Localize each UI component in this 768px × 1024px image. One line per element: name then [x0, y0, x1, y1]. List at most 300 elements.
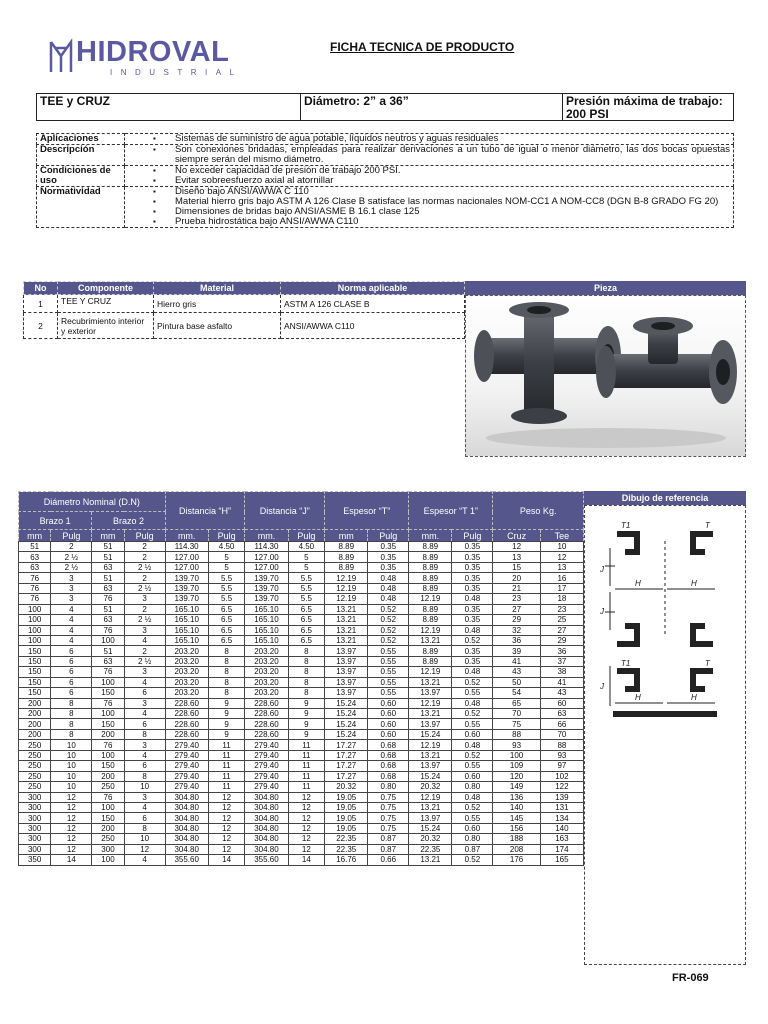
- cell: 2: [124, 646, 165, 656]
- cell: 165.10: [165, 635, 208, 645]
- col-group-peso: Peso Kg.: [493, 492, 584, 530]
- cell: 0.68: [368, 750, 409, 760]
- cell: 114.30: [245, 542, 288, 552]
- cell: 279.40: [165, 740, 208, 750]
- label-t: T: [705, 521, 710, 530]
- cell: 8: [124, 823, 165, 833]
- cell: Pintura base asfalto: [154, 313, 281, 339]
- col-group-dist-h: Distancia “H”: [165, 492, 245, 530]
- product-name: TEE y CRUZ: [37, 94, 301, 120]
- cell: 0.52: [368, 604, 409, 614]
- cell: 279.40: [165, 750, 208, 760]
- cell: 13.21: [325, 625, 368, 635]
- cell: 127.00: [165, 562, 208, 572]
- table-row: [19, 740, 584, 750]
- table-row: [19, 761, 584, 771]
- cell: 0.55: [452, 719, 493, 729]
- cell: 17.27: [325, 740, 368, 750]
- cell: 228.60: [165, 729, 208, 739]
- cell: 250: [19, 761, 51, 771]
- list-item: ▪ Prueba hidrostática bajo ANSI/AWWA C110: [175, 217, 730, 227]
- list-item: ▪ Evitar sobreesfuerzo axial al atornillar: [175, 176, 730, 186]
- cell: 109: [493, 761, 540, 771]
- cell: 0.35: [452, 615, 493, 625]
- cell: 165.10: [245, 615, 288, 625]
- cell: 8.89: [325, 562, 368, 572]
- cell: 228.60: [165, 719, 208, 729]
- cell: 21: [493, 583, 540, 593]
- cell: 0.48: [452, 594, 493, 604]
- cell: 228.60: [245, 698, 288, 708]
- cell: 203.20: [245, 656, 288, 666]
- cell: 13.97: [409, 719, 452, 729]
- cell: 4: [51, 625, 92, 635]
- cell: 15.24: [325, 698, 368, 708]
- sub-header: mm: [325, 530, 368, 542]
- table-row: [19, 813, 584, 823]
- cell: 12.19: [325, 573, 368, 583]
- cell: 36: [493, 635, 540, 645]
- cell: 0.80: [452, 834, 493, 844]
- table-row: [19, 729, 584, 739]
- cell: 4: [124, 635, 165, 645]
- cell: 93: [540, 750, 583, 760]
- cell: 8: [208, 667, 245, 677]
- cell: 12.19: [409, 594, 452, 604]
- cell: 38: [540, 667, 583, 677]
- cell: ANSI/AWWA C110: [281, 313, 465, 339]
- cell: 12.19: [409, 740, 452, 750]
- cell: 8: [288, 667, 325, 677]
- table-row: [19, 656, 584, 666]
- cell: 0.75: [368, 813, 409, 823]
- label-j: J: [600, 682, 604, 691]
- cell: 0.35: [452, 573, 493, 583]
- cell: 2 ½: [51, 552, 92, 562]
- sub-header: mm.: [165, 530, 208, 542]
- cell: 0.35: [452, 646, 493, 656]
- cell: 304.80: [245, 813, 288, 823]
- table-row: [19, 615, 584, 625]
- list-item: ▪ Diseño bajo ANSI/AWWA C 110: [175, 187, 730, 197]
- cell: 304.80: [165, 813, 208, 823]
- cell: 350: [19, 855, 51, 865]
- table-row: [19, 771, 584, 781]
- cell: 150: [19, 688, 51, 698]
- cell: 6: [51, 667, 92, 677]
- cell: 8: [51, 698, 92, 708]
- cell: 4.50: [208, 542, 245, 552]
- cell: 22.35: [409, 844, 452, 854]
- cell: 43: [493, 667, 540, 677]
- cell: 12: [208, 813, 245, 823]
- cell: 0.66: [368, 855, 409, 865]
- cell: 0.68: [368, 771, 409, 781]
- cell: 1: [24, 295, 58, 313]
- product-pressure: Presión máxima de trabajo: 200 PSI: [566, 94, 723, 121]
- cell: 0.35: [452, 656, 493, 666]
- cell: 11: [288, 782, 325, 792]
- cell: 0.80: [368, 782, 409, 792]
- cell: 20.32: [325, 782, 368, 792]
- dimensions-table: [18, 491, 584, 866]
- cell: 100: [19, 615, 51, 625]
- row-key: Normatividad: [37, 187, 125, 228]
- cell: 2: [124, 573, 165, 583]
- table-row: [19, 698, 584, 708]
- cell: 4: [51, 635, 92, 645]
- cell: 11: [208, 761, 245, 771]
- cell: 165.10: [165, 604, 208, 614]
- cell: 139: [540, 792, 583, 802]
- cell: 8.89: [409, 615, 452, 625]
- cell: 13.97: [325, 677, 368, 687]
- cell: 100: [92, 750, 124, 760]
- label-j: J: [600, 607, 604, 616]
- cell: 0.55: [452, 813, 493, 823]
- cell: 9: [208, 729, 245, 739]
- cell: 6.5: [288, 635, 325, 645]
- cell: 15.24: [409, 823, 452, 833]
- cell: 13.21: [325, 635, 368, 645]
- cell: 6.5: [288, 615, 325, 625]
- cell: 32: [493, 625, 540, 635]
- cell: 300: [19, 802, 51, 812]
- cell: 102: [540, 771, 583, 781]
- cell: 0.55: [368, 688, 409, 698]
- label-j: J: [600, 565, 604, 574]
- cell: 12: [208, 802, 245, 812]
- cell: 54: [493, 688, 540, 698]
- cell: 70: [540, 729, 583, 739]
- cell: 13: [493, 552, 540, 562]
- table-row: [19, 552, 584, 562]
- cell: 6: [51, 646, 92, 656]
- cell: 127.00: [245, 562, 288, 572]
- logo-subtitle: INDUSTRIAL: [110, 68, 243, 77]
- cell: 12: [288, 792, 325, 802]
- cell: 12: [493, 542, 540, 552]
- cell: 13: [540, 562, 583, 572]
- cell: 63: [92, 615, 124, 625]
- cell: 100: [92, 802, 124, 812]
- cell: 18: [540, 594, 583, 604]
- sub-header: mm: [19, 530, 51, 542]
- cell: 16.76: [325, 855, 368, 865]
- cell: 10: [51, 750, 92, 760]
- col-group-dist-j: Distancia “J”: [245, 492, 325, 530]
- cell: 250: [19, 750, 51, 760]
- cell: 4: [51, 604, 92, 614]
- cell: 12: [208, 823, 245, 833]
- cell: 114.30: [165, 542, 208, 552]
- cell: 2: [124, 552, 165, 562]
- cell: 203.20: [245, 688, 288, 698]
- cell: 15: [493, 562, 540, 572]
- cell: 100: [19, 635, 51, 645]
- cell: 279.40: [245, 761, 288, 771]
- cell: 2: [124, 542, 165, 552]
- cell: 0.35: [452, 583, 493, 593]
- cell: 0.60: [368, 729, 409, 739]
- cell: 4: [124, 677, 165, 687]
- cell: 304.80: [245, 823, 288, 833]
- cell: 19.05: [325, 802, 368, 812]
- cell: 8.89: [409, 562, 452, 572]
- components-table: [23, 281, 465, 339]
- table-row: [19, 688, 584, 698]
- cell: 228.60: [245, 719, 288, 729]
- cell: 22.35: [325, 844, 368, 854]
- cell: 8: [124, 771, 165, 781]
- table-row: [37, 187, 734, 228]
- cell: 75: [493, 719, 540, 729]
- cell: 12: [288, 834, 325, 844]
- cell: 12: [51, 802, 92, 812]
- cell: 12.19: [409, 667, 452, 677]
- cell: 139.70: [245, 573, 288, 583]
- cell: 2: [24, 313, 58, 339]
- cell: 279.40: [245, 782, 288, 792]
- cell: 13.21: [325, 615, 368, 625]
- cell: 3: [51, 583, 92, 593]
- cell: ASTM A 126 CLASE B: [281, 295, 465, 313]
- cell: 127.00: [165, 552, 208, 562]
- cell: Hierro gris: [154, 295, 281, 313]
- cell: Recubrimiento interior y exterior: [58, 313, 154, 339]
- list-item: ▪ Sistemas de suministro de agua potable, líquidos neutros y aguas residuales: [175, 134, 730, 144]
- cell: 131: [540, 802, 583, 812]
- cell: 0.35: [452, 604, 493, 614]
- cell: 355.60: [245, 855, 288, 865]
- cell: 134: [540, 813, 583, 823]
- cell: 9: [288, 698, 325, 708]
- cell: 12: [51, 823, 92, 833]
- cell: 250: [19, 740, 51, 750]
- cell: 10: [124, 782, 165, 792]
- cell: 203.20: [245, 667, 288, 677]
- cell: 17: [540, 583, 583, 593]
- cell: 8: [288, 688, 325, 698]
- cell: 13.97: [409, 761, 452, 771]
- cell: 0.48: [368, 594, 409, 604]
- cell: 76: [19, 583, 51, 593]
- cell: 13.97: [325, 646, 368, 656]
- cell: 0.60: [368, 719, 409, 729]
- logo-name: HIDROVAL: [76, 36, 230, 68]
- cell: 12: [208, 844, 245, 854]
- cell: 13.21: [409, 802, 452, 812]
- label-t1: T1: [621, 659, 631, 668]
- cell: 13.21: [325, 604, 368, 614]
- cell: 12.19: [325, 594, 368, 604]
- cell: 6: [124, 813, 165, 823]
- cell: 250: [19, 771, 51, 781]
- sub-header: mm: [92, 530, 124, 542]
- cell: 188: [493, 834, 540, 844]
- table-row: [19, 594, 584, 604]
- cell: 0.48: [368, 583, 409, 593]
- cell: 63: [92, 583, 124, 593]
- table-row: [19, 844, 584, 854]
- row-value: [125, 134, 734, 145]
- cell: 163: [540, 834, 583, 844]
- cell: 13.97: [409, 813, 452, 823]
- cell: 0.60: [368, 709, 409, 719]
- cell: 304.80: [165, 834, 208, 844]
- cell: 0.87: [368, 834, 409, 844]
- cell: 6.5: [208, 615, 245, 625]
- cell: 10: [51, 782, 92, 792]
- cell: 0.52: [452, 677, 493, 687]
- cell: 145: [493, 813, 540, 823]
- cell: 8.89: [409, 646, 452, 656]
- cell: 304.80: [245, 844, 288, 854]
- cell: 228.60: [245, 729, 288, 739]
- cell: 228.60: [245, 709, 288, 719]
- cell: 6.5: [288, 625, 325, 635]
- cell: 2 ½: [124, 583, 165, 593]
- table-row: [19, 782, 584, 792]
- cell: 13.21: [409, 677, 452, 687]
- cell: 3: [124, 740, 165, 750]
- cell: 228.60: [165, 709, 208, 719]
- cell: 139.70: [245, 594, 288, 604]
- cell: 100: [19, 604, 51, 614]
- cell: 176: [493, 855, 540, 865]
- table-row: [19, 604, 584, 614]
- cell: 2: [124, 604, 165, 614]
- cell: 70: [493, 709, 540, 719]
- cell: 0.52: [452, 802, 493, 812]
- cell: 0.60: [452, 771, 493, 781]
- cell: 139.70: [165, 583, 208, 593]
- cell: 355.60: [165, 855, 208, 865]
- cell: 0.68: [368, 740, 409, 750]
- table-row: [24, 295, 465, 313]
- cell: 4: [124, 750, 165, 760]
- form-code: FR-069: [672, 972, 709, 984]
- cell: 8: [124, 729, 165, 739]
- cell: 150: [92, 688, 124, 698]
- cell: 304.80: [245, 792, 288, 802]
- cell: 0.35: [368, 562, 409, 572]
- cell: 9: [208, 719, 245, 729]
- cell: 0.60: [368, 698, 409, 708]
- table-row: [19, 635, 584, 645]
- cell: 23: [540, 604, 583, 614]
- cell: 8.89: [325, 552, 368, 562]
- cell: 29: [540, 635, 583, 645]
- cell: 63: [92, 562, 124, 572]
- cell: 9: [288, 719, 325, 729]
- cell: 51: [19, 542, 51, 552]
- cell: 279.40: [165, 761, 208, 771]
- cell: 100: [92, 635, 124, 645]
- cell: 0.35: [452, 562, 493, 572]
- table-row: [19, 792, 584, 802]
- cell: 4: [51, 615, 92, 625]
- cell: 5.5: [208, 594, 245, 604]
- sub-header: Pulg: [208, 530, 245, 542]
- cell: 0.52: [452, 635, 493, 645]
- table-row: [37, 145, 734, 166]
- cell: 88: [493, 729, 540, 739]
- cell: 8: [51, 729, 92, 739]
- cell: 300: [19, 792, 51, 802]
- cell: 6: [51, 677, 92, 687]
- table-row: [19, 709, 584, 719]
- list-item: ▪ Dimensiones de bridas bajo ANSI/ASME B 16.1 clase 125: [175, 207, 730, 217]
- label-h: H: [635, 693, 641, 702]
- list-item: ▪ Material hierro gris bajo ASTM A 126 Clase B satisface las normas nacionales NOM-CC1 A NOM-CC8 (DGN B-8 GRADO FG 20): [175, 197, 730, 207]
- cell: 8.89: [409, 604, 452, 614]
- cell: 66: [540, 719, 583, 729]
- cell: 304.80: [165, 802, 208, 812]
- cell: 5: [208, 562, 245, 572]
- cell: 165.10: [245, 604, 288, 614]
- cell: 165: [540, 855, 583, 865]
- table-row: [19, 750, 584, 760]
- cell: 11: [288, 771, 325, 781]
- cell: 100: [493, 750, 540, 760]
- cell: 20.32: [409, 834, 452, 844]
- cell: 0.48: [452, 698, 493, 708]
- cell: 150: [19, 646, 51, 656]
- col-group-esp-t: Espesor “T”: [325, 492, 409, 530]
- cell: 304.80: [165, 792, 208, 802]
- cell: 150: [92, 813, 124, 823]
- cross-and-tee-drawing: [585, 506, 745, 726]
- cell: 15.24: [325, 729, 368, 739]
- cell: 14: [208, 855, 245, 865]
- cell: 127.00: [245, 552, 288, 562]
- cell: 13.21: [409, 635, 452, 645]
- cell: 12.19: [409, 698, 452, 708]
- cell: 279.40: [165, 771, 208, 781]
- sub-header: mm.: [245, 530, 288, 542]
- cell: 228.60: [165, 698, 208, 708]
- cell: 300: [19, 844, 51, 854]
- product-diameter: Diámetro: 2” a 36”: [301, 94, 563, 120]
- cell: 8: [51, 709, 92, 719]
- cell: 6.5: [208, 625, 245, 635]
- cell: 14: [51, 855, 92, 865]
- cell: 11: [288, 761, 325, 771]
- cell: 5.5: [288, 573, 325, 583]
- cell: 22.35: [325, 834, 368, 844]
- label-h: H: [635, 579, 641, 588]
- cell: 12: [51, 844, 92, 854]
- cell: 12.19: [325, 583, 368, 593]
- cell: 8.89: [409, 583, 452, 593]
- tee-cross-illustration: [466, 296, 745, 456]
- cell: 19.05: [325, 823, 368, 833]
- cell: 0.52: [368, 615, 409, 625]
- cell: 0.55: [368, 646, 409, 656]
- col-header: No: [24, 282, 58, 295]
- cell: 6.5: [208, 604, 245, 614]
- cell: 0.35: [452, 542, 493, 552]
- sub-header: Pulg: [452, 530, 493, 542]
- cell: 8.89: [409, 552, 452, 562]
- table-row: [19, 542, 584, 552]
- table-row: [19, 802, 584, 812]
- cell: 15.24: [409, 729, 452, 739]
- list-item: ▪ No exceder capacidad de presión de trabajo 200 PSI.: [175, 166, 730, 176]
- cell: 12.19: [409, 625, 452, 635]
- row-key: Condiciones de uso: [37, 166, 125, 187]
